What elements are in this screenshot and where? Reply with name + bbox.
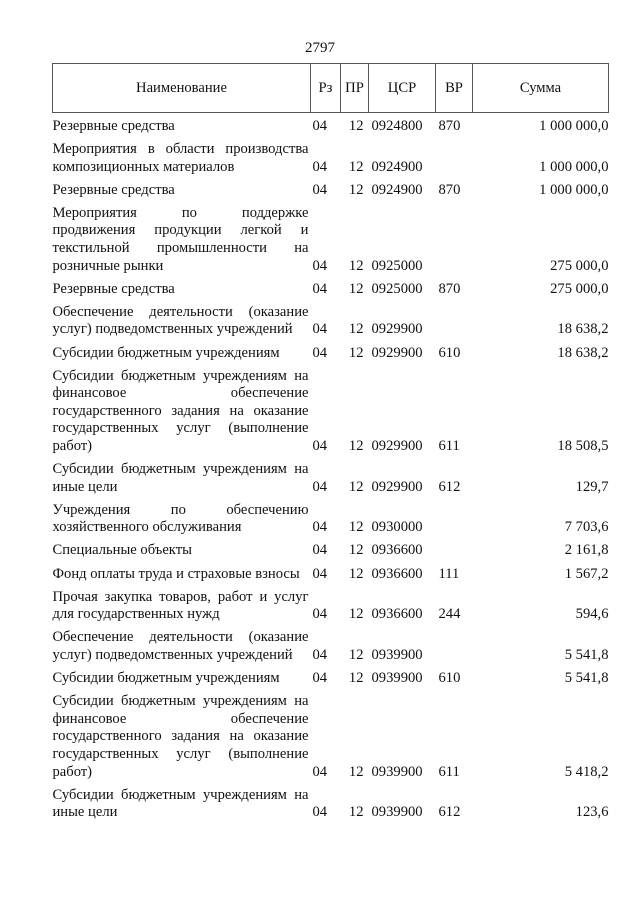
cell-csr: 0939900 — [371, 670, 423, 687]
cell-sum: 1 000 000,0 — [539, 118, 609, 134]
cell-csr: 0929900 — [371, 321, 423, 338]
cell-pr: 12 — [348, 257, 364, 274]
table-row — [53, 690, 609, 783]
cell-pr: 12 — [348, 519, 364, 536]
cell-rz: 04 — [312, 565, 328, 582]
cell-vr: 610 — [438, 670, 461, 687]
cell-vr — [436, 626, 473, 667]
cell-csr: 0936600 — [371, 565, 423, 582]
cell-csr: 0924900 — [371, 158, 423, 175]
cell-vr: 244 — [438, 606, 461, 623]
cell-name — [53, 301, 311, 342]
table-row — [53, 138, 609, 179]
cell-vr — [436, 202, 473, 278]
cell-rz: 04 — [312, 646, 328, 663]
cell-rz: 04 — [312, 478, 328, 495]
cell-name — [53, 365, 311, 458]
cell-sum: 2 161,8 — [564, 542, 609, 559]
cell-pr: 12 — [348, 646, 364, 663]
name-line: Субсидии бюджетным учреждениям на — [52, 367, 309, 384]
cell-rz: 04 — [312, 158, 328, 175]
cell-rz: 04 — [312, 321, 328, 338]
cell-rz: 04 — [312, 763, 328, 780]
name-line: Резервные средства — [52, 181, 175, 198]
cell-sum: 18 508,5 — [557, 438, 609, 454]
cell-rz: 04 — [312, 280, 328, 297]
cell-csr: 0936600 — [371, 542, 423, 559]
cell-pr: 12 — [348, 542, 364, 559]
cell-pr: 12 — [348, 565, 364, 582]
table-row — [53, 365, 609, 458]
name-line: Учреждения по обеспечению — [52, 501, 309, 518]
header-rz: Рз — [311, 64, 341, 113]
cell-name — [53, 342, 311, 365]
name-line: государственного задания на оказание — [52, 402, 309, 419]
cell-sum: 275 000,0 — [550, 280, 609, 297]
cell-vr: 612 — [438, 804, 461, 821]
cell-name — [53, 586, 311, 627]
name-line: продвижения продукции легкой и — [52, 222, 309, 239]
cell-vr: 612 — [438, 478, 461, 495]
cell-vr — [436, 539, 473, 562]
cell-vr: 611 — [438, 438, 460, 454]
table-row — [53, 179, 609, 202]
cell-vr — [436, 499, 473, 540]
name-line: Прочая закупка товаров, работ и услуг — [52, 588, 309, 605]
name-line: государственного задания на оказание — [52, 728, 309, 745]
cell-sum: 1 000 000,0 — [539, 181, 609, 198]
page-number: 2797 — [305, 40, 335, 56]
cell-rz: 04 — [312, 606, 328, 623]
cell-csr: 0925000 — [371, 280, 423, 297]
name-line: Субсидии бюджетным учреждениям — [52, 344, 280, 361]
cell-sum: 5 541,8 — [564, 646, 609, 663]
cell-name — [53, 563, 311, 586]
cell-vr — [436, 138, 473, 179]
cell-pr: 12 — [348, 118, 364, 134]
cell-pr: 12 — [348, 606, 364, 623]
budget-table — [52, 63, 609, 824]
table-row — [53, 113, 609, 139]
cell-csr: 0939900 — [371, 763, 423, 780]
name-line: финансовое обеспечение — [52, 710, 309, 727]
cell-csr: 0929900 — [371, 344, 423, 361]
table-row — [53, 667, 609, 690]
cell-name — [53, 202, 311, 278]
cell-pr: 12 — [348, 438, 364, 454]
table-row — [53, 784, 609, 825]
header-csr: ЦСР — [369, 64, 436, 113]
cell-pr: 12 — [348, 158, 364, 175]
cell-pr: 12 — [348, 670, 364, 687]
cell-rz: 04 — [312, 438, 328, 454]
cell-sum: 129,7 — [575, 478, 609, 495]
cell-vr — [436, 301, 473, 342]
cell-csr: 0930000 — [371, 519, 423, 536]
cell-name — [53, 278, 311, 301]
table-row — [53, 202, 609, 278]
cell-name — [53, 113, 311, 139]
name-line: иные цели — [52, 478, 118, 495]
cell-sum: 7 703,6 — [564, 519, 609, 536]
name-line: государственных услуг (выполнение — [52, 745, 309, 762]
cell-vr: 870 — [438, 181, 461, 198]
cell-csr: 0936600 — [371, 606, 423, 623]
cell-vr: 610 — [438, 344, 461, 361]
cell-rz: 04 — [312, 542, 328, 559]
cell-name — [53, 179, 311, 202]
name-line: Мероприятия в области производства — [52, 141, 309, 158]
name-line: Субсидии бюджетным учреждениям на — [52, 786, 309, 803]
table-row — [53, 563, 609, 586]
cell-pr: 12 — [348, 344, 364, 361]
cell-pr: 12 — [348, 804, 364, 821]
cell-name — [53, 458, 311, 499]
table-row — [53, 626, 609, 667]
table-row — [53, 301, 609, 342]
header-sum: Сумма — [473, 64, 609, 113]
cell-name — [53, 539, 311, 562]
cell-csr: 0929900 — [371, 478, 423, 495]
header-name: Наименование — [53, 64, 311, 113]
cell-rz: 04 — [312, 670, 328, 687]
name-line: иные цели — [52, 804, 118, 821]
name-line: работ) — [52, 763, 93, 780]
cell-csr: 0929900 — [371, 438, 423, 454]
name-line: Мероприятия по поддержке — [52, 204, 309, 221]
name-line: услуг) подведомственных учреждений — [52, 321, 293, 338]
cell-vr: 870 — [438, 118, 461, 134]
name-line: Фонд оплаты труда и страховые взносы — [52, 565, 300, 582]
name-line: Резервные средства — [52, 118, 175, 134]
cell-csr: 0924900 — [371, 181, 423, 198]
name-line: розничные рынки — [52, 257, 164, 274]
name-line: работ) — [52, 438, 93, 454]
table-row — [53, 499, 609, 540]
name-line: финансовое обеспечение — [52, 385, 309, 402]
table-row — [53, 458, 609, 499]
cell-name — [53, 690, 311, 783]
cell-vr: 111 — [438, 565, 460, 582]
header-pr: ПР — [341, 64, 369, 113]
cell-rz: 04 — [312, 118, 328, 134]
name-line: для государственных нужд — [52, 606, 220, 623]
table-row — [53, 278, 609, 301]
table-header — [53, 64, 609, 113]
cell-sum: 18 638,2 — [557, 321, 609, 338]
cell-name — [53, 784, 311, 825]
cell-rz: 04 — [312, 181, 328, 198]
cell-csr: 0939900 — [371, 804, 423, 821]
name-line: композиционных материалов — [52, 158, 235, 175]
cell-name — [53, 499, 311, 540]
cell-name — [53, 626, 311, 667]
table-row — [53, 539, 609, 562]
cell-rz: 04 — [312, 344, 328, 361]
name-line: Субсидии бюджетным учреждениям на — [52, 693, 309, 710]
cell-csr: 0939900 — [371, 646, 423, 663]
name-line: Резервные средства — [52, 280, 175, 297]
cell-sum: 1 000 000,0 — [539, 158, 609, 175]
cell-csr: 0925000 — [371, 257, 423, 274]
cell-sum: 275 000,0 — [550, 257, 609, 274]
cell-sum: 1 567,2 — [564, 565, 609, 582]
name-line: хозяйственного обслуживания — [52, 519, 242, 536]
cell-sum: 123,6 — [575, 804, 609, 821]
name-line: Обеспечение деятельности (оказание — [52, 303, 309, 320]
table-body — [53, 113, 609, 825]
table-row — [53, 586, 609, 627]
name-line: Субсидии бюджетным учреждениям на — [52, 461, 309, 478]
name-line: Специальные объекты — [52, 542, 192, 559]
cell-pr: 12 — [348, 478, 364, 495]
cell-name — [53, 138, 311, 179]
name-line: Обеспечение деятельности (оказание — [52, 629, 309, 646]
header-vr: ВР — [436, 64, 473, 113]
name-line: государственных услуг (выполнение — [52, 420, 309, 437]
cell-vr: 870 — [438, 280, 461, 297]
cell-sum: 5 418,2 — [564, 763, 609, 780]
cell-csr: 0924800 — [371, 118, 423, 134]
cell-pr: 12 — [348, 280, 364, 297]
cell-rz: 04 — [312, 257, 328, 274]
cell-vr: 611 — [438, 763, 460, 780]
cell-sum: 18 638,2 — [557, 344, 609, 361]
table-row — [53, 342, 609, 365]
cell-pr: 12 — [348, 763, 364, 780]
cell-sum: 5 541,8 — [564, 670, 609, 687]
cell-pr: 12 — [348, 321, 364, 338]
cell-name — [53, 667, 311, 690]
cell-sum: 594,6 — [575, 606, 609, 623]
name-line: Субсидии бюджетным учреждениям — [52, 670, 280, 687]
cell-rz: 04 — [312, 519, 328, 536]
name-line: текстильной промышленности на — [52, 240, 309, 257]
cell-pr: 12 — [348, 181, 364, 198]
name-line: услуг) подведомственных учреждений — [52, 646, 293, 663]
cell-rz: 04 — [312, 804, 328, 821]
